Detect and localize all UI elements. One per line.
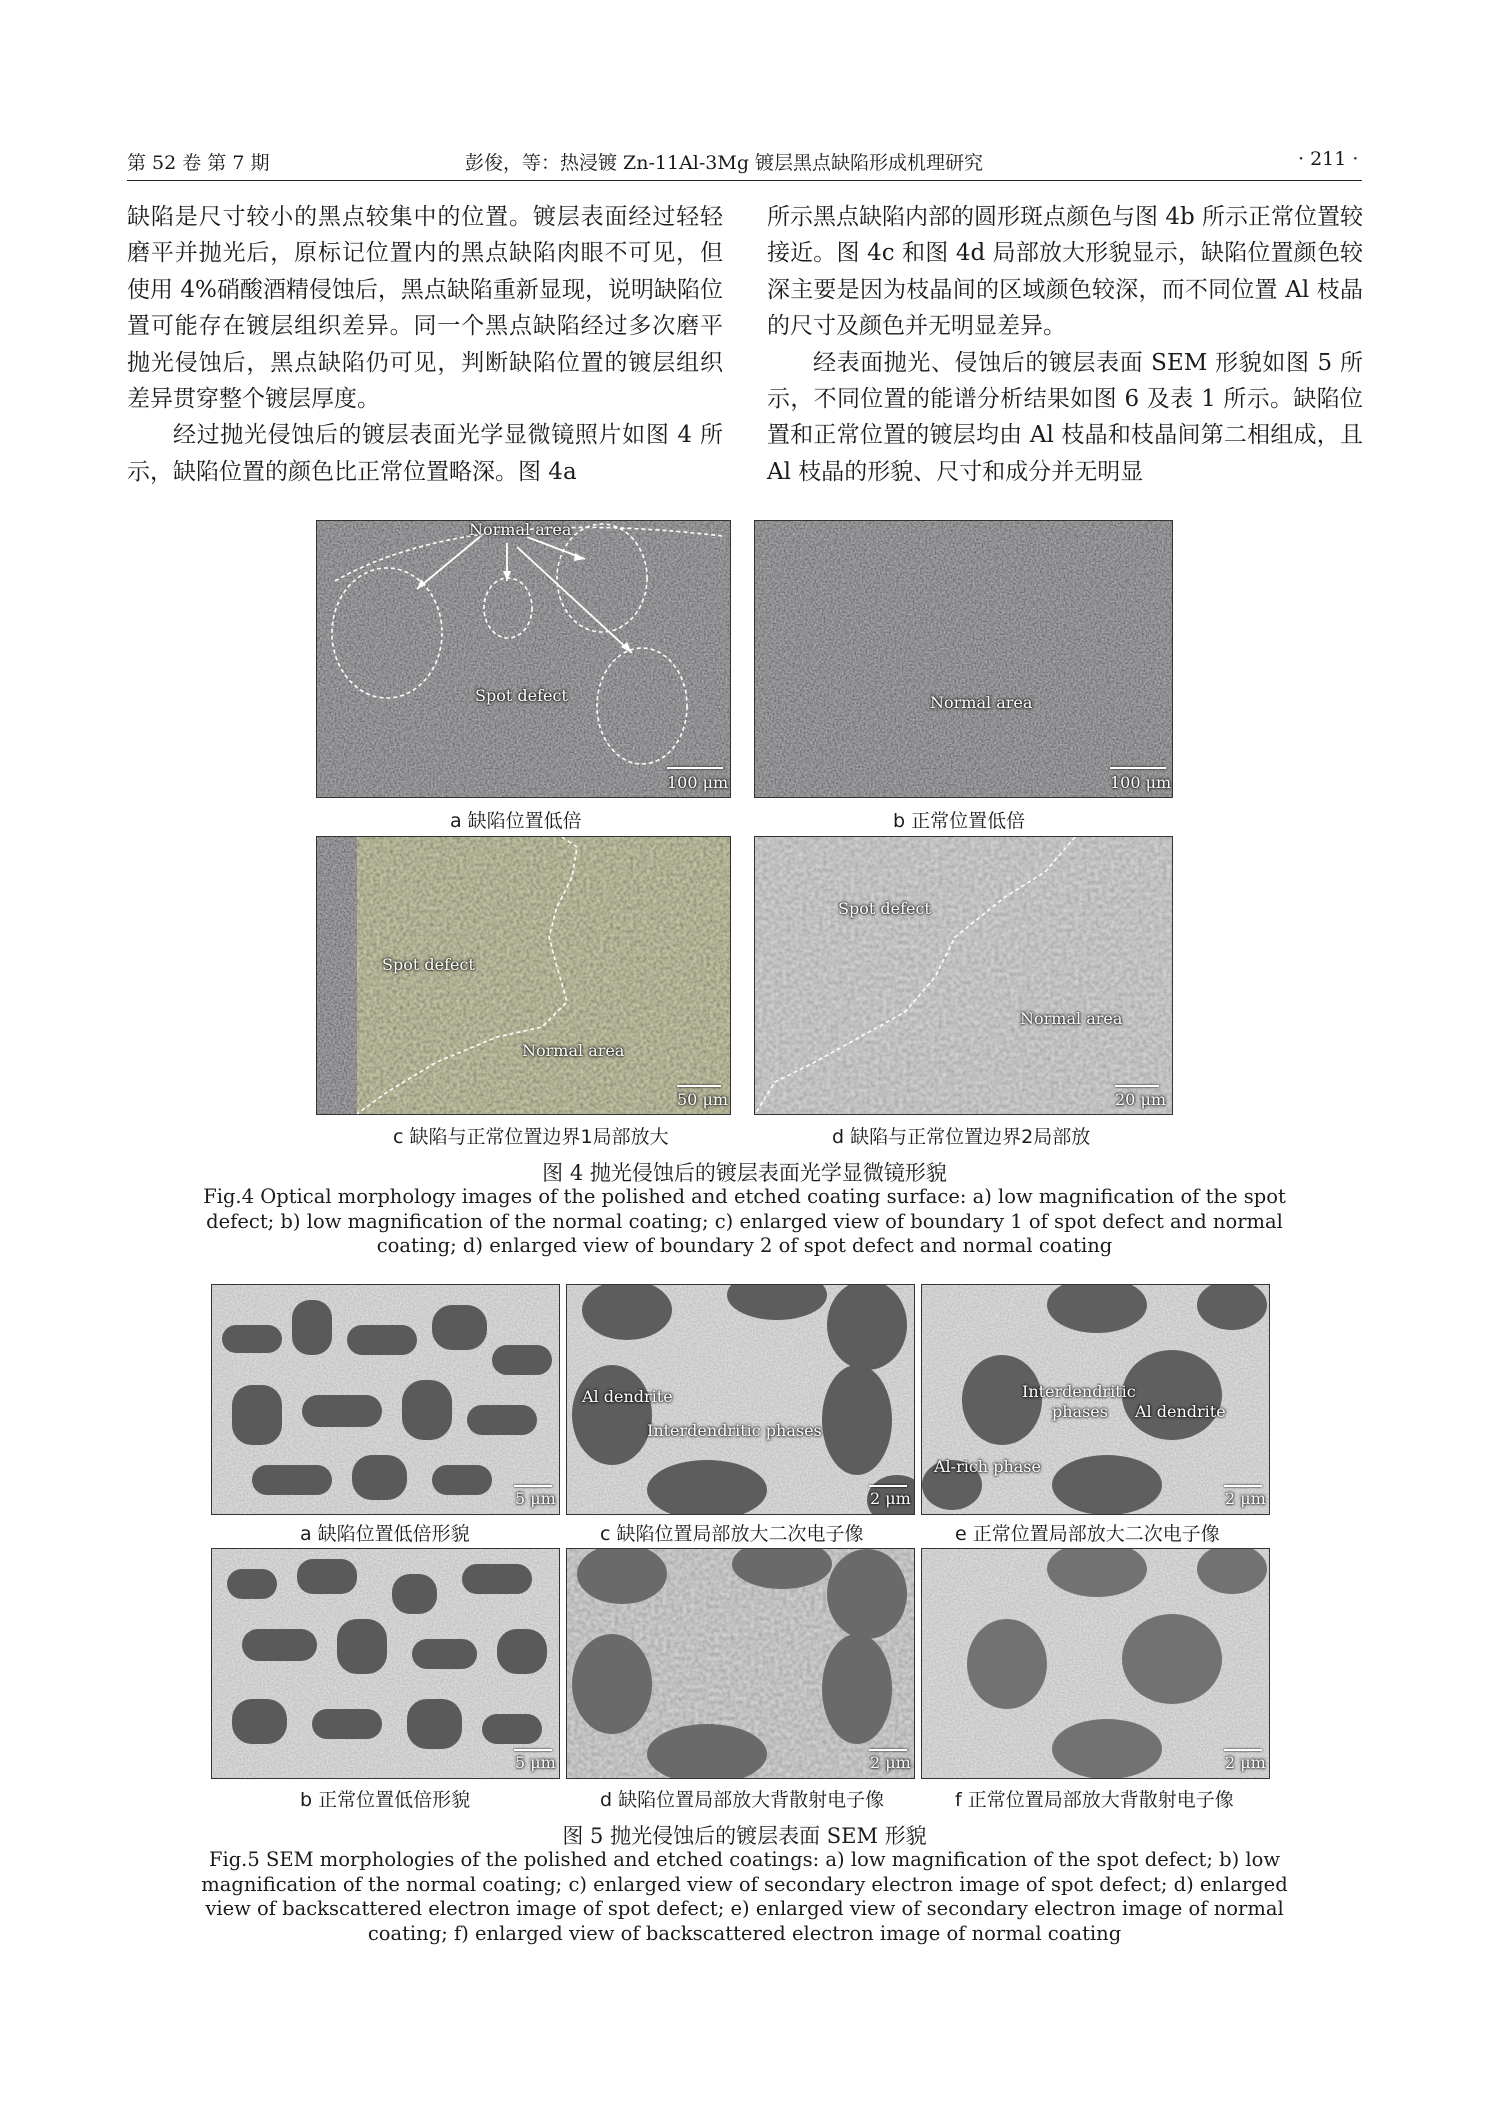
fig5d-scale-bar: [869, 1749, 907, 1751]
fig4a-caption: a 缺陷位置低倍: [450, 810, 582, 832]
fig5e-scale-bar: [1224, 1485, 1262, 1487]
fig5d-scale-label: 2 μm: [870, 1753, 911, 1772]
fig4c-scale-label: 50 μm: [677, 1090, 729, 1109]
fig5f-scale-label: 2 μm: [1225, 1753, 1266, 1772]
header-rule: [127, 180, 1362, 181]
fig5b-caption: b 正常位置低倍形貌: [300, 1789, 471, 1811]
fig4b-scale-label: 100 μm: [1110, 773, 1172, 792]
fig4a-image: [316, 520, 731, 798]
fig4d-scale-label: 20 μm: [1115, 1090, 1167, 1109]
fig5e-al-rich-label: Al-rich phase: [934, 1457, 1041, 1476]
fig5c-scale-label: 2 μm: [870, 1489, 911, 1508]
fig4a-spot-defect-label: Spot defect: [475, 686, 568, 705]
fig5e-caption: e 正常位置局部放大二次电子像: [955, 1523, 1220, 1545]
fig5-caption-en: Fig.5 SEM morphologies of the polished and etched coatings: a) low magnification of the spot defect; b) low magnification of the normal coating; c) enlarged view of secondary electron image of spot defect; d) enlarged view of backscattered electron image of spot defect; e) enlarged view of secondary electron image of normal coating; f) enlarged view of backscattered electron image of normal coating: [201, 1848, 1288, 1945]
fig4-caption-en: Fig.4 Optical morphology images of the polished and etched coating surface: a) low magnification of the spot defect; b) low magnification of the normal coating; c) enlarged view of boundary 1 of spot defect and normal coating; d) enlarged view of boundary 2 of spot defect and normal coating: [203, 1185, 1286, 1257]
fig5b-image: [211, 1548, 560, 1779]
fig5a-scale-bar: [514, 1485, 552, 1487]
fig4d-image: [754, 836, 1173, 1115]
fig4c-spot-defect-label: Spot defect: [382, 955, 475, 974]
left-paragraph-1: 缺陷是尺寸较小的黑点较集中的位置。镀层表面经过轻轻磨平并抛光后，原标记位置内的黑点缺陷肉眼不可见，但使用 4%硝酸酒精侵蚀后，黑点缺陷重新显现，说明缺陷位置可能存在镀层组织差异。同一个黑点缺陷经过多次磨平抛光侵蚀后，黑点缺陷仍可见，判断缺陷位置的镀层组织差异贯穿整个镀层厚度。: [127, 204, 723, 413]
fig4d-spot-defect-label: Spot defect: [838, 899, 931, 918]
fig4c-caption: c 缺陷与正常位置边界1局部放大: [393, 1126, 669, 1148]
fig4c-normal-area-label: Normal area: [522, 1041, 625, 1060]
fig5c-al-dendrite-label: Al dendrite: [582, 1387, 673, 1406]
fig4a-scale-bar: [667, 767, 723, 769]
fig5e-interdendritic-label-1: Interdendritic: [1022, 1382, 1136, 1401]
fig5a-caption: a 缺陷位置低倍形貌: [300, 1523, 470, 1545]
fig5d-caption: d 缺陷位置局部放大背散射电子像: [600, 1789, 885, 1811]
fig4a-normal-area-label: Normal area: [469, 520, 572, 539]
right-column: [767, 199, 1363, 490]
fig4c-image: [316, 836, 731, 1115]
fig5b-scale-bar: [514, 1749, 552, 1751]
fig5-caption-cn: 图 5 抛光侵蚀后的镀层表面 SEM 形貌: [562, 1824, 927, 1848]
fig5f-image: [921, 1548, 1270, 1779]
fig5d-image: [566, 1548, 915, 1779]
left-column: [127, 199, 723, 490]
fig5a-image: [211, 1284, 560, 1515]
fig5c-scale-bar: [869, 1485, 907, 1487]
fig5c-caption: c 缺陷位置局部放大二次电子像: [600, 1523, 864, 1545]
fig5a-scale-label: 5 μm: [515, 1489, 556, 1508]
fig5e-interdendritic-label-2: phases: [1052, 1402, 1108, 1421]
running-title: 彭俊，等：热浸镀 Zn-11Al-3Mg 镀层黑点缺陷形成机理研究: [465, 152, 984, 174]
fig4c-scale-bar: [677, 1085, 721, 1087]
fig5b-scale-label: 5 μm: [515, 1753, 556, 1772]
fig5e-image: [921, 1284, 1270, 1515]
fig5f-scale-bar: [1224, 1749, 1262, 1751]
fig4d-normal-area-label: Normal area: [1020, 1009, 1123, 1028]
fig5e-scale-label: 2 μm: [1225, 1489, 1266, 1508]
fig4b-image: [754, 520, 1173, 798]
fig4b-caption: b 正常位置低倍: [893, 810, 1026, 832]
fig4-caption-cn: 图 4 抛光侵蚀后的镀层表面光学显微镜形貌: [542, 1161, 947, 1185]
right-paragraph-1: 所示黑点缺陷内部的圆形斑点颜色与图 4b 所示正常位置较接近。图 4c 和图 4d 局部放大形貌显示，缺陷位置颜色较深主要是因为枝晶间的区域颜色较深，而不同位置 Al 枝晶的尺寸及颜色并无明显差异。: [767, 204, 1363, 340]
left-paragraph-2: 经过抛光侵蚀后的镀层表面光学显微镜照片如图 4 所示，缺陷位置的颜色比正常位置略深。图 4a: [127, 422, 723, 485]
fig5e-al-dendrite-label: Al dendrite: [1135, 1402, 1226, 1421]
fig5f-caption: f 正常位置局部放大背散射电子像: [955, 1789, 1234, 1811]
fig4d-scale-bar: [1115, 1085, 1159, 1087]
fig5c-interdendritic-label: Interdendritic phases: [647, 1421, 822, 1440]
page-number: · 211 ·: [1298, 148, 1359, 170]
fig4b-scale-bar: [1110, 767, 1166, 769]
fig4a-scale-label: 100 μm: [667, 773, 729, 792]
journal-volume: 第 52 卷 第 7 期: [127, 152, 270, 174]
fig4d-caption: d 缺陷与正常位置边界2局部放: [832, 1126, 1091, 1148]
right-paragraph-2: 经表面抛光、侵蚀后的镀层表面 SEM 形貌如图 5 所示，不同位置的能谱分析结果如图 6 及表 1 所示。缺陷位置和正常位置的镀层均由 Al 枝晶和枝晶间第二相组成，且 Al 枝晶的形貌、尺寸和成分并无明显: [767, 349, 1363, 485]
fig5c-image: [566, 1284, 915, 1515]
fig4b-normal-area-label: Normal area: [930, 693, 1033, 712]
